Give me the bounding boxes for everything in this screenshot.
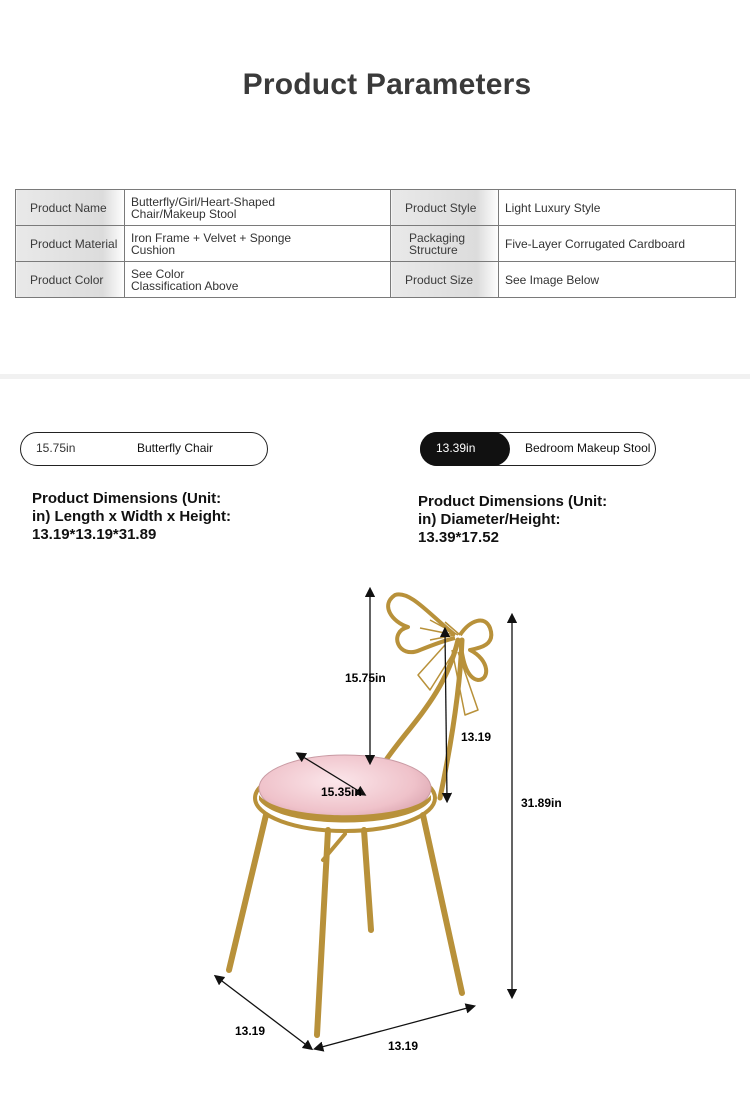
- chair-legs: [229, 815, 462, 1035]
- param-value: Five-Layer Corrugated Cardboard: [499, 226, 736, 262]
- param-key: Product Size: [391, 262, 499, 298]
- seat-diameter-label: 15.35in: [321, 785, 362, 799]
- param-value: Light Luxury Style: [499, 190, 736, 226]
- back-width-label: 13.19: [461, 730, 492, 744]
- param-key: Packaging Structure: [391, 226, 499, 262]
- param-value: Butterfly/Girl/Heart-Shaped Chair/Makeup Stool: [125, 190, 391, 226]
- table-row: [16, 262, 736, 298]
- table-row: [16, 190, 736, 226]
- right-dimensions: Product Dimensions (Unit: in) Diameter/Height: 13.39*17.52: [418, 493, 608, 546]
- base-left-label: 13.19: [235, 1024, 266, 1038]
- section-divider: [0, 374, 750, 379]
- total-height-label: 31.89in: [521, 796, 562, 810]
- tag-name: Bedroom Makeup Stool: [525, 441, 651, 455]
- makeup-stool-tag: [420, 432, 656, 466]
- param-value: See Image Below: [499, 262, 736, 298]
- param-value: Iron Frame + Velvet + Sponge Cushion: [125, 226, 391, 262]
- base-right-label: 13.19: [388, 1039, 419, 1053]
- chair-diagram: [0, 560, 750, 1080]
- tag-size: 13.39in: [436, 441, 476, 455]
- param-key: Product Style: [391, 190, 499, 226]
- back-height-label: 15.75in: [345, 671, 386, 685]
- butterfly-icon: [388, 594, 491, 715]
- param-key: Product Name: [16, 190, 125, 226]
- tag-size: 15.75in: [36, 441, 76, 455]
- param-value: See Color Classification Above: [125, 262, 391, 298]
- parameters-table: [15, 189, 736, 298]
- param-key: Product Material: [16, 226, 125, 262]
- page-title: Product Parameters: [242, 68, 532, 101]
- param-key: Product Color: [16, 262, 125, 298]
- table-row: [16, 226, 736, 262]
- butterfly-chair-tag: [20, 432, 268, 466]
- left-dimensions: Product Dimensions (Unit: in) Length x Width x Height: 13.19*13.19*31.89: [32, 490, 232, 543]
- tag-name: Butterfly Chair: [137, 441, 214, 455]
